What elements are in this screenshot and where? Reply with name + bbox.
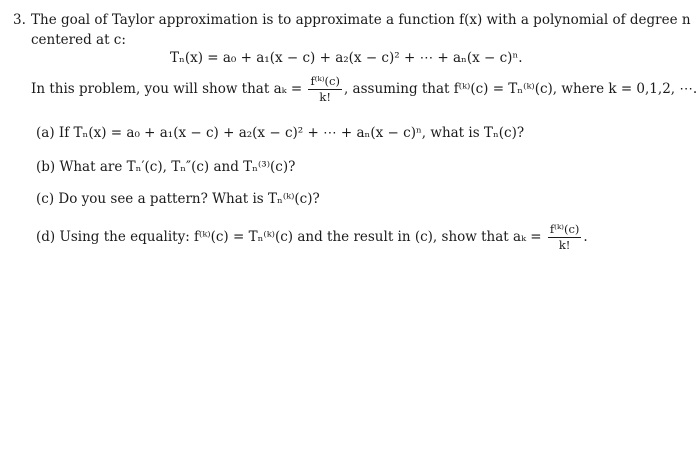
part-a-text: If Tₙ(x) = a₀ + a₁(x − c) + a₂(x − c)² + ⋯ + aₙ(x − c)ⁿ, what is Tₙ(c)? — [58, 125, 525, 141]
task-fraction — [308, 75, 342, 104]
problem-number: 3. — [13, 12, 26, 28]
taylor-polynomial: Tₙ(x) = a₀ + a₁(x − c) + a₂(x − c)² + ⋯ + aₙ(x − c)ⁿ. — [170, 50, 523, 66]
part-b-text: What are Tₙ′(c), Tₙ″(c) and Tₙ⁽³⁾(c)? — [59, 159, 296, 175]
problem-intro-line1: The goal of Taylor approximation is to approximate a function f(x) with a polynomial of degree n — [31, 12, 691, 28]
task-suffix: , assuming that f⁽ᵏ⁾(c) = Tₙ⁽ᵏ⁾(c), where k = 0,1,2, ⋯. — [343, 81, 698, 97]
part-d — [36, 222, 588, 252]
task-prefix: In this problem, you will show that — [31, 81, 270, 97]
part-a-label: (a) — [36, 125, 55, 141]
part-d-formula-end: . — [583, 229, 588, 245]
task-formula-lhs: aₖ = — [273, 81, 303, 97]
problem-intro-line2: centered at c: — [31, 32, 126, 48]
part-d-text: Using the equality: f⁽ᵏ⁾(c) = Tₙ⁽ᵏ⁾(c) and the result in (c), show that — [59, 229, 509, 245]
part-d-fraction-numerator: f⁽ᵏ⁾(c) — [549, 222, 580, 236]
task-fraction-numerator: f⁽ᵏ⁾(c) — [310, 74, 340, 88]
part-d-fraction-denominator: k! — [558, 238, 571, 252]
part-c — [36, 191, 320, 207]
task-fraction-denominator: k! — [319, 90, 331, 104]
part-d-formula-lhs: aₖ = — [513, 229, 542, 245]
part-c-text: Do you see a pattern? What is Tₙ⁽ᵏ⁾(c)? — [58, 191, 320, 207]
part-a — [36, 125, 524, 141]
part-d-fraction — [548, 223, 582, 252]
part-b-label: (b) — [36, 159, 56, 175]
part-c-label: (c) — [36, 191, 55, 207]
part-b — [36, 159, 295, 175]
part-d-label: (d) — [36, 229, 56, 245]
task-statement — [31, 74, 697, 104]
